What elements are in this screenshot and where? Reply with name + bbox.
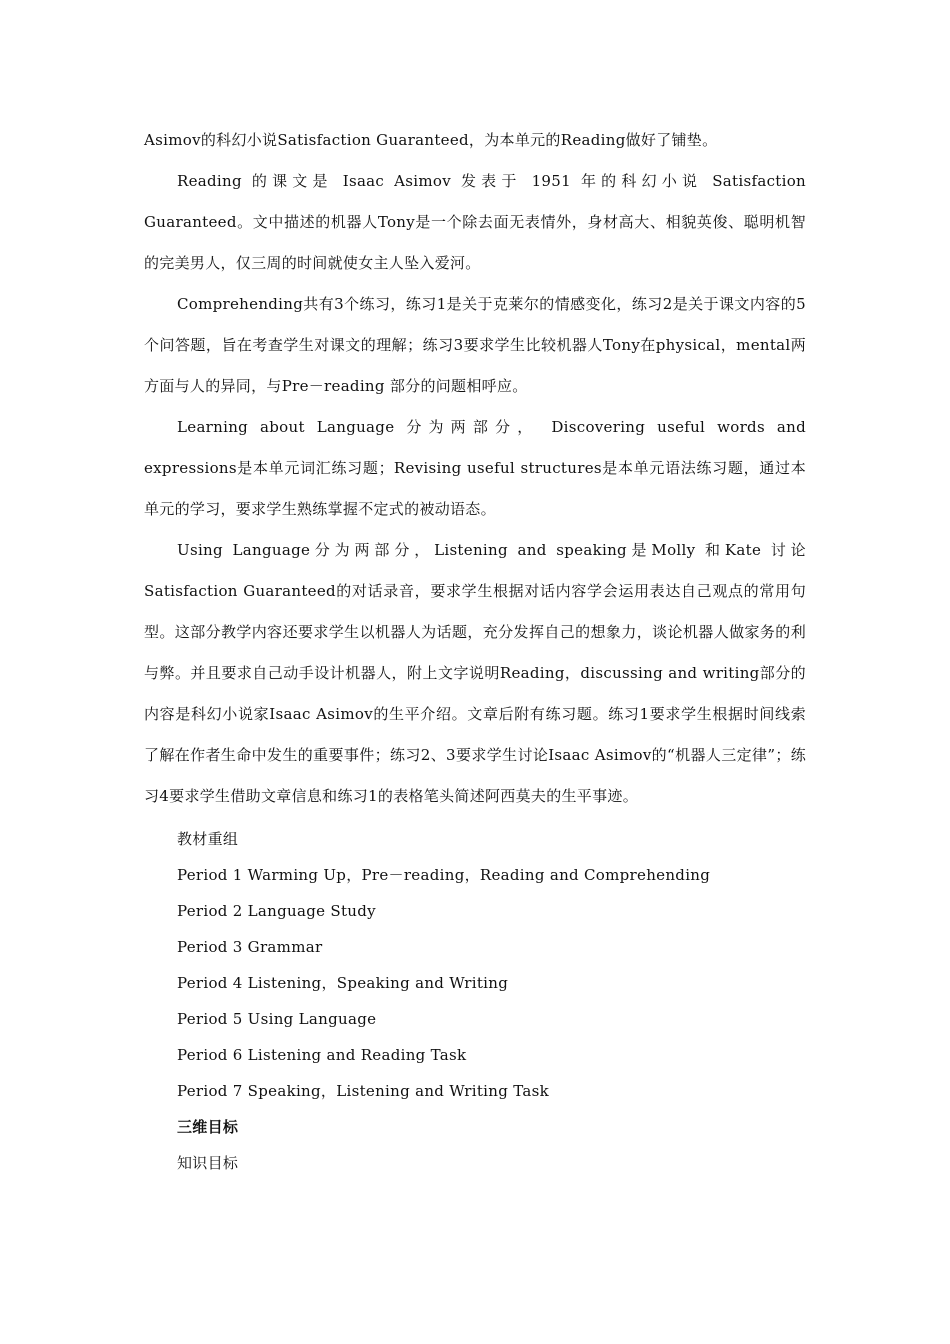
paragraph-learning-about-language: Learning about Language 分为两部分， Discovering useful words and expressions是本单元词汇练习题；Revising useful structures是本单元语法练习题，通过本单元的学习，要求学生熟练掌握不定式的被动语态。 <box>144 418 806 518</box>
document-body <box>144 120 806 1181</box>
period-item-1: Period 1 Warming Up，Pre－reading，Reading and Comprehending <box>177 866 711 884</box>
subheading-knowledge-goals: 知识目标 <box>177 1154 239 1172</box>
period-item-3: Period 3 Grammar <box>177 938 323 956</box>
paragraph-reading: Reading 的课文是 Isaac Asimov 发表于 1951 年的科幻小说 Satisfaction Guaranteed。文中描述的机器人Tony是一个除去面无表情外，身材高大、相貌英俊、聪明机智的完美男人，仅三周的时间就使女主人坠入爱河。 <box>144 172 806 272</box>
paragraph-using-language: Using Language分为两部分，Listening and speaking是Molly 和Kate 讨论Satisfaction Guaranteed的对话录音，要求学生根据对话内容学会运用表达自己观点的常用句型。这部分教学内容还要求学生以机器人为话题，充分发挥自己的想象力，谈论机器人做家务的利与弊。并且要求自己动手设计机器人，附上文字说明Reading，discussing and writing部分的内容是科幻小说家Isaac Asimov的生平介绍。文章后附有练习题。练习1要求学生根据时间线索了解在作者生命中发生的重要事件；练习2、3要求学生讨论Isaac Asimov的“机器人三定律”；练习4要求学生借助文章信息和练习1的表格笔头简述阿西莫夫的生平事迹。 <box>144 541 806 805</box>
period-item-4: Period 4 Listening，Speaking and Writing <box>177 974 509 992</box>
paragraph-intro: Asimov的科幻小说Satisfaction Guaranteed，为本单元的Reading做好了铺垫。 <box>144 131 718 149</box>
period-item-7: Period 7 Speaking，Listening and Writing Task <box>177 1082 549 1100</box>
period-item-5: Period 5 Using Language <box>177 1010 377 1028</box>
paragraph-comprehending: Comprehending共有3个练习，练习1是关于克莱尔的情感变化，练习2是关于课文内容的5个问答题，旨在考查学生对课文的理解；练习3要求学生比较机器人Tony在physical，mental两方面与人的异同，与Pre－reading 部分的问题相呼应。 <box>144 295 806 395</box>
period-item-2: Period 2 Language Study <box>177 902 376 920</box>
period-list <box>144 821 806 1181</box>
section-heading-reorg: 教材重组 <box>177 830 239 848</box>
period-item-6: Period 6 Listening and Reading Task <box>177 1046 467 1064</box>
section-heading-goals: 三维目标 <box>177 1118 239 1136</box>
